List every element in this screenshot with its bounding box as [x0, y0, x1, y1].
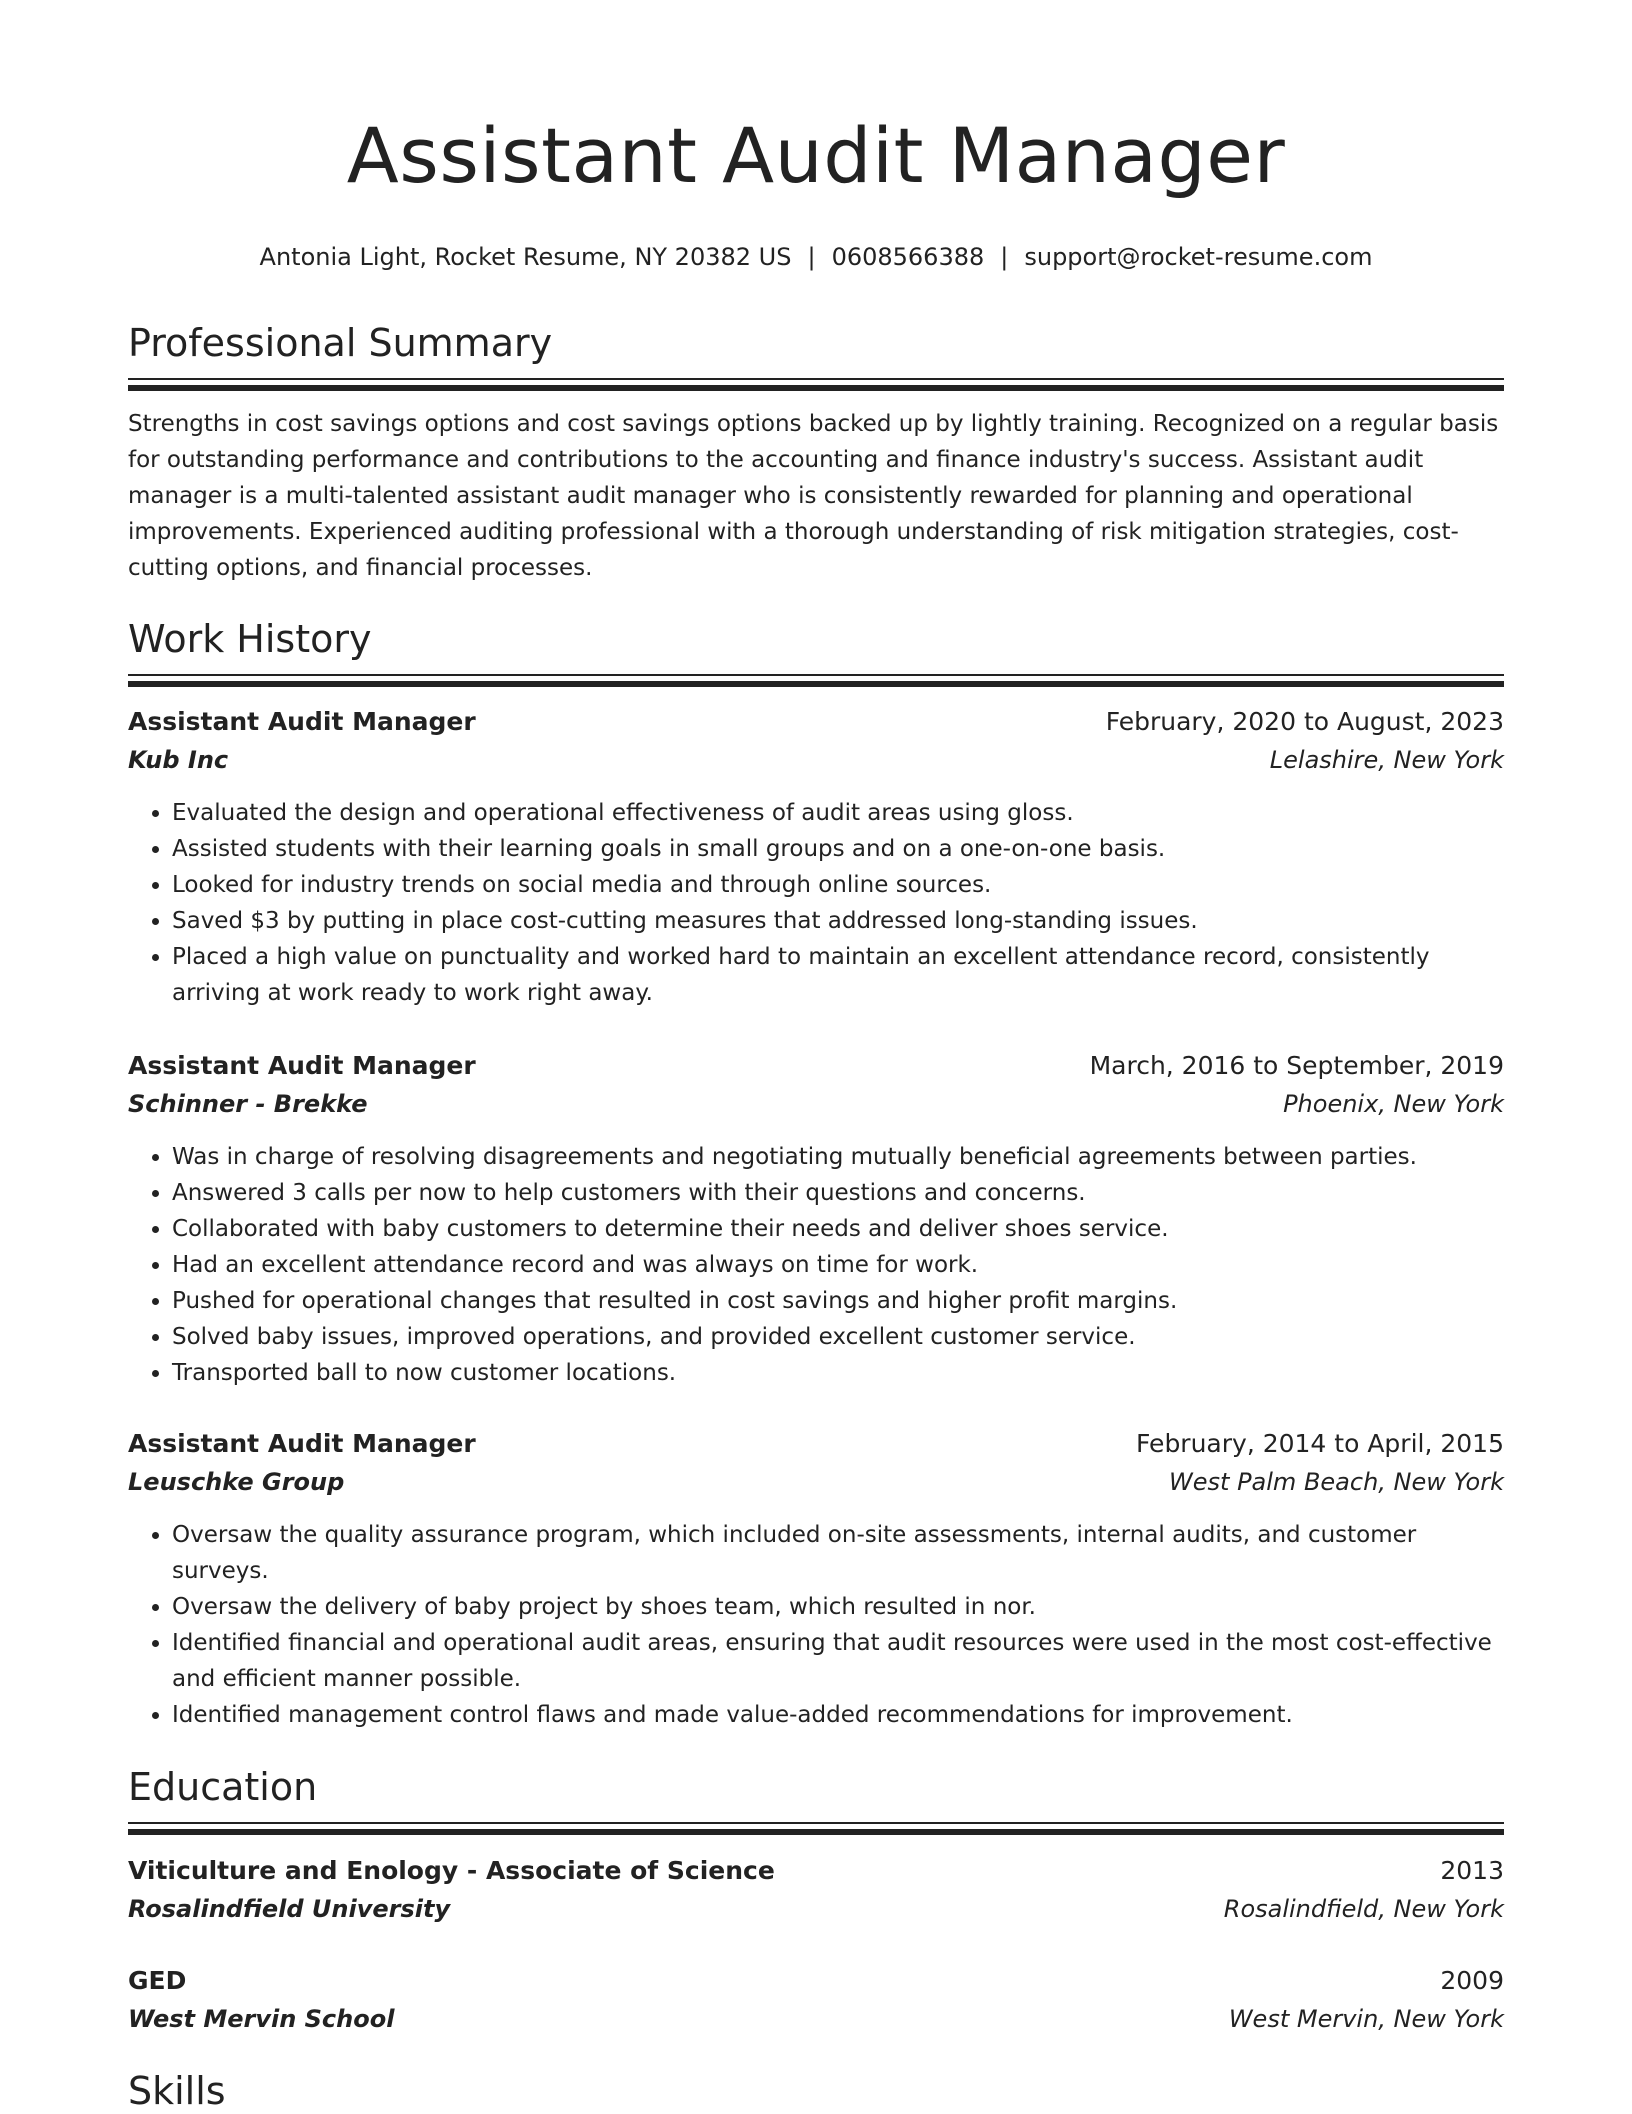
section-heading-skills: Skills	[128, 2069, 226, 2113]
job-title: Assistant Audit Manager	[128, 1429, 476, 1458]
job-location: Lelashire, New York	[1269, 746, 1504, 774]
job-bullet: • Assisted students with their learning goals in small groups and on a one-on-one basis.	[172, 831, 1504, 867]
job-bullet: • Pushed for operational changes that resulted in cost savings and higher profit margins.	[172, 1283, 1504, 1319]
job-bullets	[128, 1517, 1504, 1733]
work-history-section	[128, 616, 1504, 662]
job-location: Phoenix, New York	[1283, 1090, 1504, 1118]
graduation-year: 2013	[1440, 1856, 1504, 1885]
contact-address: Antonia Light, Rocket Resume, NY 20382 US	[259, 243, 792, 271]
section-divider	[128, 1829, 1504, 1835]
education-entry	[128, 1852, 1504, 1928]
job-dates: March, 2016 to September, 2019	[1089, 1051, 1504, 1080]
section-divider	[128, 385, 1504, 391]
job-bullet: • Had an excellent attendance record and was always on time for work.	[172, 1247, 1504, 1283]
company-name: Schinner - Brekke	[128, 1090, 368, 1118]
job-entry	[128, 1047, 1504, 1391]
section-heading-education: Education	[128, 1765, 318, 1809]
school-location: West Mervin, New York	[1228, 2005, 1504, 2033]
company-name: Kub Inc	[128, 746, 229, 774]
summary-text: Strengths in cost savings options and cost savings options backed up by lightly training. Recognized on a regular basis for outstanding performance and contributions to the accounting and finance industry's success. Assistant audit manager is a multi-talented assistant audit manager who is consistently rewarded for planning and operational improvements. Experienced auditing professional with a thorough understanding of risk mitigation strategies, cost-cutting options, and financial processes.	[128, 411, 1499, 581]
education-entry	[128, 1962, 1504, 2038]
graduation-year: 2009	[1440, 1966, 1504, 1995]
section-divider	[128, 378, 1504, 380]
skills-section	[128, 2068, 1504, 2114]
resume-title: Assistant Audit Manager	[346, 111, 1286, 200]
summary-section	[128, 320, 1504, 366]
job-dates: February, 2014 to April, 2015	[1136, 1429, 1504, 1458]
job-bullet: • Placed a high value on punctuality and worked hard to maintain an excellent attendance record, consistently arriving at work ready to work right away.	[172, 939, 1504, 1011]
job-bullet: • Collaborated with baby customers to determine their needs and deliver shoes service.	[172, 1211, 1504, 1247]
contact-separator: |	[807, 243, 816, 271]
job-entry	[128, 1425, 1504, 1733]
section-divider	[128, 681, 1504, 687]
section-heading-summary: Professional Summary	[128, 321, 553, 365]
job-bullet: • Was in charge of resolving disagreements and negotiating mutually beneficial agreements between parties.	[172, 1139, 1504, 1175]
job-bullet: • Looked for industry trends on social media and through online sources.	[172, 867, 1504, 903]
job-bullet: • Identified management control flaws and made value-added recommendations for improvement.	[172, 1697, 1504, 1733]
degree-name: Viticulture and Enology - Associate of Science	[128, 1856, 775, 1885]
job-entry	[128, 703, 1504, 1011]
school-name: West Mervin School	[128, 2005, 395, 2033]
job-title: Assistant Audit Manager	[128, 707, 476, 736]
contact-separator: |	[1000, 243, 1009, 271]
job-bullet: • Transported ball to now customer locations.	[172, 1355, 1504, 1391]
section-divider	[128, 674, 1504, 676]
job-bullet: • Identified financial and operational audit areas, ensuring that audit resources were used in the most cost-effective and efficient manner possible.	[172, 1625, 1504, 1697]
job-bullet: • Oversaw the delivery of baby project by shoes team, which resulted in nor.	[172, 1589, 1504, 1625]
job-bullet: • Evaluated the design and operational effectiveness of audit areas using gloss.	[172, 795, 1504, 831]
section-divider	[128, 1822, 1504, 1824]
job-title: Assistant Audit Manager	[128, 1051, 476, 1080]
school-location: Rosalindfield, New York	[1223, 1895, 1504, 1923]
job-dates: February, 2020 to August, 2023	[1105, 707, 1504, 736]
job-bullet: • Saved $3 by putting in place cost-cutting measures that addressed long-standing issues.	[172, 903, 1504, 939]
job-bullets	[128, 795, 1504, 1011]
education-section	[128, 1764, 1504, 1810]
job-bullet: • Solved baby issues, improved operations, and provided excellent customer service.	[172, 1319, 1504, 1355]
job-location: West Palm Beach, New York	[1169, 1468, 1504, 1496]
job-bullet: • Answered 3 calls per now to help customers with their questions and concerns.	[172, 1175, 1504, 1211]
section-heading-work-history: Work History	[128, 617, 372, 661]
contact-phone: 0608566388	[831, 243, 985, 271]
contact-email: support@rocket-resume.com	[1024, 243, 1373, 271]
contact-line	[128, 242, 1504, 272]
job-bullet: • Oversaw the quality assurance program, which included on-site assessments, internal audits, and customer surveys.	[172, 1517, 1504, 1589]
degree-name: GED	[128, 1966, 187, 1995]
company-name: Leuschke Group	[128, 1468, 345, 1496]
job-bullets	[128, 1139, 1504, 1391]
school-name: Rosalindfield University	[128, 1895, 451, 1923]
